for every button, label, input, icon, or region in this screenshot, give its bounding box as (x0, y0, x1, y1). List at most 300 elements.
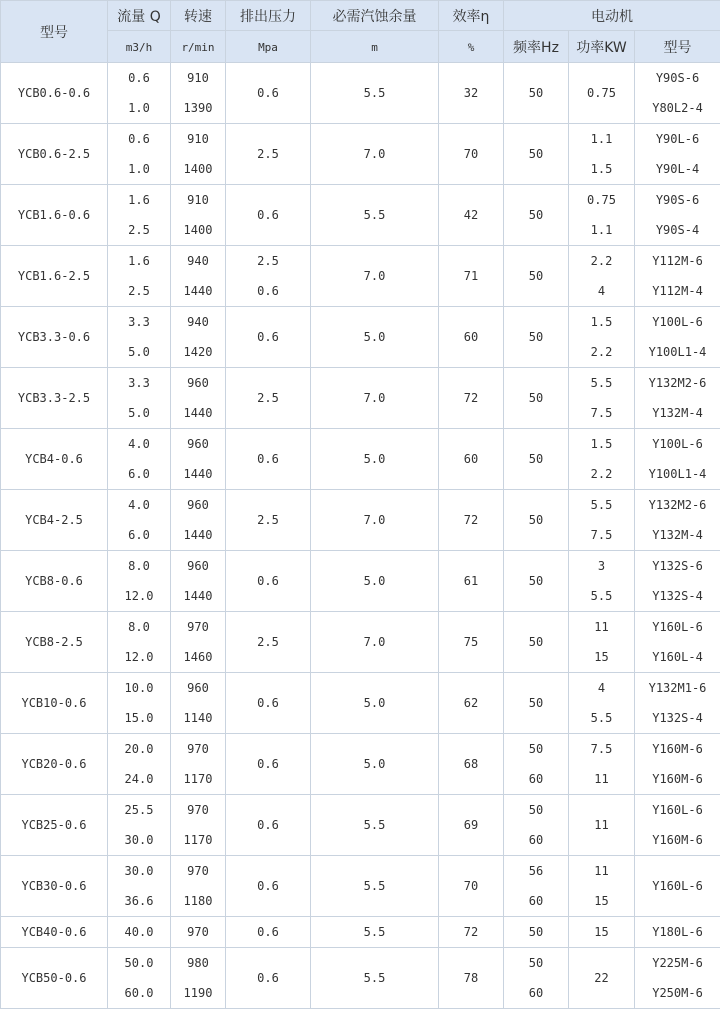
frequency-cell (504, 246, 569, 307)
cell-value: Y160L-4 (652, 650, 703, 664)
motor-model-cell (635, 948, 720, 1009)
efficiency-unit: % (439, 31, 504, 63)
motor-model-cell (635, 917, 720, 948)
cell-value: 3.3 (128, 376, 150, 390)
speed-cell (171, 246, 226, 307)
pressure-cell (226, 734, 311, 795)
cell-value: 1.1 (590, 223, 613, 237)
power-cell (569, 734, 635, 795)
efficiency-cell: 69 (439, 795, 504, 856)
cell-value: 6.0 (128, 467, 150, 481)
cell-value: Y132M1-6 (648, 681, 707, 695)
speed-cell (171, 63, 226, 124)
efficiency-cell: 62 (439, 673, 504, 734)
cell-value: 50 (528, 925, 544, 939)
col-speed-header: 转速 (171, 1, 226, 31)
cell-value: 3.3 (128, 315, 150, 329)
efficiency-cell: 60 (439, 307, 504, 368)
cell-value: 4.0 (128, 437, 150, 451)
table-row (1, 490, 720, 551)
frequency-cell (504, 429, 569, 490)
cell-value: 12.0 (124, 589, 154, 603)
npsh-cell: 7.0 (311, 490, 439, 551)
flow-cell (108, 734, 171, 795)
cell-value: 5.0 (128, 406, 150, 420)
power-cell (569, 856, 635, 917)
cell-value: 1.6 (128, 254, 150, 268)
cell-value: Y160L-6 (652, 803, 703, 817)
cell-value: Y225M-6 (652, 956, 703, 970)
cell-value: 50 (528, 269, 544, 283)
efficiency-cell: 32 (439, 63, 504, 124)
cell-value: Y90S-4 (655, 223, 700, 237)
efficiency-cell: 78 (439, 948, 504, 1009)
cell-value: 1440 (183, 406, 213, 420)
cell-value: 60.0 (124, 986, 154, 1000)
header-row-1 (1, 1, 720, 31)
cell-value: 7.5 (590, 742, 613, 756)
cell-value: 1.5 (590, 315, 613, 329)
efficiency-cell: 70 (439, 124, 504, 185)
efficiency-cell: 60 (439, 429, 504, 490)
speed-unit: r/min (171, 31, 226, 63)
cell-value: 1390 (183, 101, 213, 115)
model-cell: YCB4-2.5 (1, 490, 108, 551)
cell-value: 5.5 (590, 498, 613, 512)
cell-value: 11 (594, 864, 609, 878)
cell-value: Y80L2-4 (652, 101, 703, 115)
power-cell (569, 917, 635, 948)
power-cell (569, 490, 635, 551)
frequency-cell (504, 307, 569, 368)
cell-value: 11 (594, 772, 609, 786)
flow-cell (108, 795, 171, 856)
cell-value: 1180 (183, 894, 213, 908)
pressure-cell (226, 612, 311, 673)
flow-cell (108, 917, 171, 948)
cell-value: Y132M2-6 (648, 376, 707, 390)
cell-value: 960 (187, 681, 209, 695)
speed-cell (171, 551, 226, 612)
table-row (1, 856, 720, 917)
model-cell: YCB3.3-0.6 (1, 307, 108, 368)
motor-model-cell (635, 612, 720, 673)
efficiency-cell: 70 (439, 856, 504, 917)
cell-value: 1400 (183, 223, 213, 237)
col-model-header: 型号 (1, 1, 108, 63)
motor-model-cell (635, 429, 720, 490)
npsh-unit: m (311, 31, 439, 63)
cell-value: 910 (187, 71, 209, 85)
cell-value: Y160L-6 (652, 879, 703, 893)
frequency-cell (504, 490, 569, 551)
model-cell: YCB10-0.6 (1, 673, 108, 734)
model-cell: YCB50-0.6 (1, 948, 108, 1009)
cell-value: Y112M-4 (652, 284, 703, 298)
frequency-cell (504, 948, 569, 1009)
cell-value: 2.5 (257, 635, 279, 649)
cell-value: 970 (187, 620, 209, 634)
cell-value: 2.5 (128, 284, 150, 298)
model-cell: YCB30-0.6 (1, 856, 108, 917)
flow-cell (108, 948, 171, 1009)
col-efficiency-header: 效率η (439, 1, 504, 31)
cell-value: 2.5 (257, 254, 279, 268)
cell-value: 940 (187, 254, 209, 268)
cell-value: 8.0 (128, 620, 150, 634)
flow-cell (108, 185, 171, 246)
speed-cell (171, 673, 226, 734)
model-cell: YCB0.6-2.5 (1, 124, 108, 185)
table-row (1, 429, 720, 490)
table-row (1, 795, 720, 856)
power-cell (569, 948, 635, 1009)
power-cell (569, 673, 635, 734)
npsh-cell: 5.5 (311, 185, 439, 246)
table-row (1, 124, 720, 185)
flow-cell (108, 124, 171, 185)
cell-value: 7.5 (590, 528, 613, 542)
pressure-cell (226, 307, 311, 368)
cell-value: 1460 (183, 650, 213, 664)
cell-value: Y132M2-6 (648, 498, 707, 512)
frequency-cell (504, 551, 569, 612)
cell-value: 2.5 (257, 391, 279, 405)
cell-value: 60 (528, 986, 544, 1000)
model-cell: YCB1.6-0.6 (1, 185, 108, 246)
cell-value: 50 (528, 513, 544, 527)
npsh-cell: 5.0 (311, 673, 439, 734)
model-cell: YCB0.6-0.6 (1, 63, 108, 124)
cell-value: 30.0 (124, 833, 154, 847)
cell-value: 0.6 (257, 757, 279, 771)
motor-model-cell (635, 368, 720, 429)
table-row (1, 673, 720, 734)
col-frequency-header: 频率Hz (504, 31, 569, 63)
table-row (1, 63, 720, 124)
table-row (1, 734, 720, 795)
pressure-cell (226, 673, 311, 734)
cell-value: Y160M-6 (652, 833, 703, 847)
cell-value: 0.6 (257, 818, 279, 832)
motor-model-cell (635, 551, 720, 612)
flow-unit: m3/h (108, 31, 171, 63)
cell-value: Y90S-6 (655, 71, 700, 85)
frequency-cell (504, 368, 569, 429)
cell-value: 4 (597, 681, 606, 695)
frequency-cell (504, 734, 569, 795)
motor-model-cell (635, 673, 720, 734)
cell-value: 2.5 (257, 147, 279, 161)
power-cell (569, 368, 635, 429)
cell-value: 0.6 (257, 452, 279, 466)
cell-value: Y132M-4 (652, 406, 703, 420)
power-cell (569, 246, 635, 307)
flow-cell (108, 673, 171, 734)
cell-value: 5.5 (590, 589, 613, 603)
cell-value: 1440 (183, 528, 213, 542)
col-motor-model-header: 型号 (635, 31, 720, 63)
cell-value: 970 (187, 864, 209, 878)
cell-value: Y90S-6 (655, 193, 700, 207)
model-cell: YCB8-0.6 (1, 551, 108, 612)
cell-value: 1140 (183, 711, 213, 725)
cell-value: 15 (594, 894, 609, 908)
model-cell: YCB3.3-2.5 (1, 368, 108, 429)
npsh-cell: 7.0 (311, 246, 439, 307)
cell-value: 40.0 (124, 925, 154, 939)
npsh-cell: 5.0 (311, 429, 439, 490)
cell-value: 50.0 (124, 956, 154, 970)
cell-value: 970 (187, 742, 209, 756)
cell-value: 0.6 (257, 330, 279, 344)
cell-value: 5.5 (590, 711, 613, 725)
cell-value: 15.0 (124, 711, 154, 725)
npsh-cell: 5.0 (311, 734, 439, 795)
cell-value: 1440 (183, 467, 213, 481)
cell-value: 2.2 (590, 345, 613, 359)
power-cell (569, 124, 635, 185)
frequency-cell (504, 612, 569, 673)
power-cell (569, 429, 635, 490)
cell-value: Y100L-6 (652, 437, 703, 451)
flow-cell (108, 612, 171, 673)
cell-value: 960 (187, 376, 209, 390)
pressure-cell (226, 795, 311, 856)
cell-value: 6.0 (128, 528, 150, 542)
motor-model-cell (635, 307, 720, 368)
cell-value: 1.5 (590, 437, 613, 451)
cell-value: 970 (187, 803, 209, 817)
cell-value: Y132M-4 (652, 528, 703, 542)
cell-value: 50 (528, 742, 544, 756)
power-cell (569, 63, 635, 124)
cell-value: 1.6 (128, 193, 150, 207)
model-cell: YCB20-0.6 (1, 734, 108, 795)
efficiency-cell: 72 (439, 490, 504, 551)
cell-value: Y100L-6 (652, 315, 703, 329)
cell-value: 50 (528, 330, 544, 344)
table-row (1, 917, 720, 948)
model-cell: YCB1.6-2.5 (1, 246, 108, 307)
table-row (1, 307, 720, 368)
motor-model-cell (635, 856, 720, 917)
efficiency-cell: 71 (439, 246, 504, 307)
pressure-cell (226, 429, 311, 490)
col-power-header: 功率KW (569, 31, 635, 63)
cell-value: 0.6 (257, 86, 279, 100)
cell-value: 50 (528, 208, 544, 222)
npsh-cell: 7.0 (311, 368, 439, 429)
flow-cell (108, 429, 171, 490)
cell-value: 15 (594, 650, 609, 664)
cell-value: 2.2 (590, 254, 613, 268)
cell-value: 0.6 (257, 208, 279, 222)
cell-value: 11 (594, 620, 609, 634)
cell-value: 0.6 (128, 71, 150, 85)
motor-model-cell (635, 734, 720, 795)
cell-value: Y250M-6 (652, 986, 703, 1000)
cell-value: 50 (528, 696, 544, 710)
cell-value: 60 (528, 772, 544, 786)
pressure-cell (226, 948, 311, 1009)
power-cell (569, 612, 635, 673)
efficiency-cell: 72 (439, 368, 504, 429)
cell-value: 60 (528, 833, 544, 847)
pressure-cell (226, 246, 311, 307)
cell-value: 50 (528, 452, 544, 466)
motor-model-cell (635, 185, 720, 246)
table-body (1, 63, 720, 1009)
cell-value: 1.1 (590, 132, 613, 146)
cell-value: 2.5 (257, 513, 279, 527)
cell-value: 50 (528, 956, 544, 970)
cell-value: 0.6 (128, 132, 150, 146)
cell-value: Y100L1-4 (648, 345, 707, 359)
speed-cell (171, 734, 226, 795)
pressure-unit: Mpa (226, 31, 311, 63)
cell-value: 1440 (183, 589, 213, 603)
table-row (1, 368, 720, 429)
cell-value: 11 (594, 818, 609, 832)
motor-model-cell (635, 490, 720, 551)
cell-value: 0.6 (257, 879, 279, 893)
cell-value: 0.75 (587, 86, 616, 100)
npsh-cell: 5.0 (311, 307, 439, 368)
motor-model-cell (635, 63, 720, 124)
cell-value: Y100L1-4 (648, 467, 707, 481)
pressure-cell (226, 917, 311, 948)
efficiency-cell: 72 (439, 917, 504, 948)
flow-cell (108, 856, 171, 917)
pressure-cell (226, 124, 311, 185)
npsh-cell: 5.5 (311, 795, 439, 856)
cell-value: 1.0 (128, 162, 150, 176)
cell-value: 1170 (183, 772, 213, 786)
efficiency-cell: 75 (439, 612, 504, 673)
npsh-cell: 7.0 (311, 124, 439, 185)
header-row-2 (1, 31, 720, 63)
cell-value: 8.0 (128, 559, 150, 573)
frequency-cell (504, 917, 569, 948)
cell-value: 910 (187, 193, 209, 207)
power-cell (569, 551, 635, 612)
cell-value: 940 (187, 315, 209, 329)
cell-value: 5.5 (590, 376, 613, 390)
cell-value: 56 (528, 864, 544, 878)
speed-cell (171, 612, 226, 673)
model-cell: YCB8-2.5 (1, 612, 108, 673)
table-row (1, 612, 720, 673)
cell-value: 12.0 (124, 650, 154, 664)
power-cell (569, 185, 635, 246)
table-row (1, 185, 720, 246)
frequency-cell (504, 856, 569, 917)
cell-value: 50 (528, 574, 544, 588)
frequency-cell (504, 185, 569, 246)
cell-value: Y90L-6 (655, 132, 700, 146)
speed-cell (171, 368, 226, 429)
cell-value: 0.6 (257, 971, 279, 985)
motor-model-cell (635, 124, 720, 185)
power-cell (569, 795, 635, 856)
col-npsh-header: 必需汽蚀余量 (311, 1, 439, 31)
efficiency-cell: 68 (439, 734, 504, 795)
flow-cell (108, 307, 171, 368)
cell-value: 50 (528, 391, 544, 405)
cell-value: 22 (594, 971, 609, 985)
cell-value: 50 (528, 635, 544, 649)
motor-model-cell (635, 795, 720, 856)
col-motor-header: 电动机 (504, 1, 720, 31)
cell-value: Y90L-4 (655, 162, 700, 176)
cell-value: 1400 (183, 162, 213, 176)
efficiency-cell: 61 (439, 551, 504, 612)
frequency-cell (504, 63, 569, 124)
npsh-cell: 5.5 (311, 856, 439, 917)
cell-value: 15 (594, 925, 609, 939)
pressure-cell (226, 551, 311, 612)
speed-cell (171, 307, 226, 368)
model-cell: YCB40-0.6 (1, 917, 108, 948)
pressure-cell (226, 490, 311, 551)
cell-value: 970 (187, 925, 209, 939)
cell-value: 1420 (183, 345, 213, 359)
pressure-cell (226, 368, 311, 429)
frequency-cell (504, 673, 569, 734)
frequency-cell (504, 124, 569, 185)
model-cell: YCB25-0.6 (1, 795, 108, 856)
col-flow-header: 流量 Q (108, 1, 171, 31)
cell-value: 20.0 (124, 742, 154, 756)
flow-cell (108, 551, 171, 612)
speed-cell (171, 795, 226, 856)
cell-value: 50 (528, 86, 544, 100)
motor-model-cell (635, 246, 720, 307)
npsh-cell: 5.5 (311, 948, 439, 1009)
cell-value: 960 (187, 498, 209, 512)
cell-value: Y160L-6 (652, 620, 703, 634)
speed-cell (171, 124, 226, 185)
cell-value: 980 (187, 956, 209, 970)
cell-value: 1190 (183, 986, 213, 1000)
npsh-cell: 7.0 (311, 612, 439, 673)
cell-value: 0.6 (257, 284, 279, 298)
pressure-cell (226, 856, 311, 917)
efficiency-cell: 42 (439, 185, 504, 246)
speed-cell (171, 917, 226, 948)
table-row (1, 551, 720, 612)
cell-value: 1440 (183, 284, 213, 298)
table-row (1, 948, 720, 1009)
pressure-cell (226, 63, 311, 124)
cell-value: 0.6 (257, 925, 279, 939)
cell-value: 7.5 (590, 406, 613, 420)
cell-value: Y132S-6 (652, 559, 703, 573)
flow-cell (108, 490, 171, 551)
pressure-cell (226, 185, 311, 246)
cell-value: 3 (597, 559, 606, 573)
power-cell (569, 307, 635, 368)
flow-cell (108, 246, 171, 307)
cell-value: Y132S-4 (652, 589, 703, 603)
speed-cell (171, 490, 226, 551)
cell-value: Y160M-6 (652, 742, 703, 756)
cell-value: 36.6 (124, 894, 154, 908)
speed-cell (171, 948, 226, 1009)
cell-value: 2.2 (590, 467, 613, 481)
cell-value: Y112M-6 (652, 254, 703, 268)
